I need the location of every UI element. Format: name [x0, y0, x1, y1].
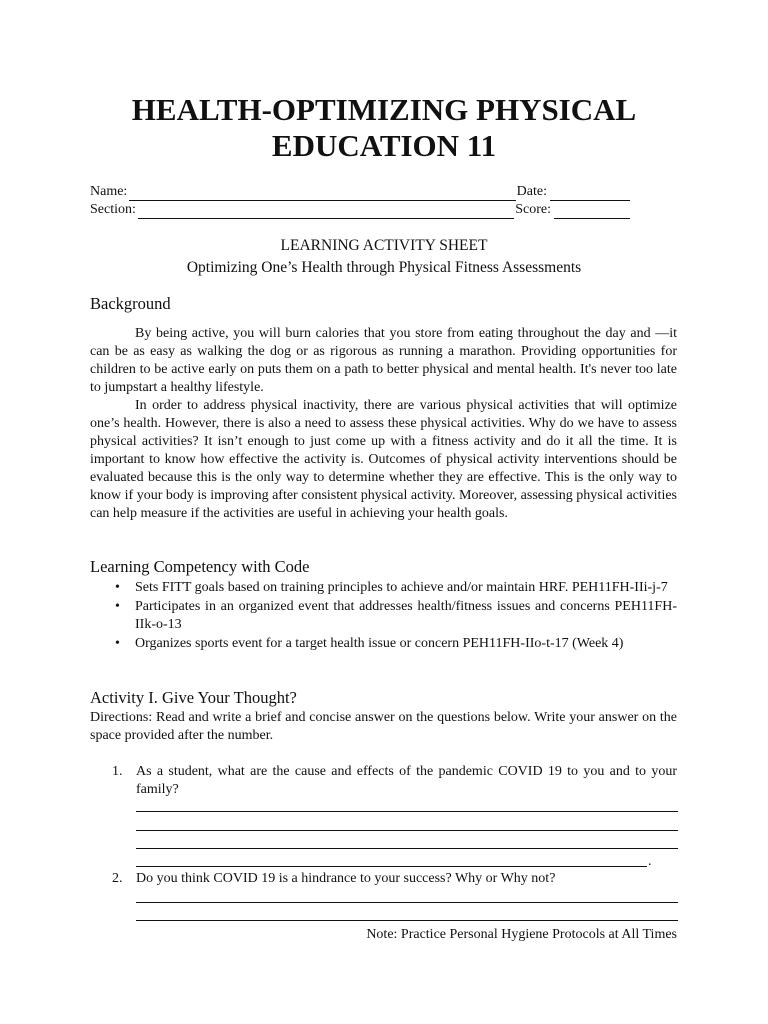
question-text: As a student, what are the cause and effects of the pandemic COVID 19 to you and to your family? — [136, 764, 677, 797]
score-field[interactable] — [554, 205, 630, 219]
name-label: Name: — [90, 184, 128, 199]
question-number: 2. — [112, 871, 123, 886]
answer-line[interactable] — [136, 866, 647, 867]
date-field[interactable] — [550, 187, 630, 201]
activity-heading: Activity I. Give Your Thought? — [90, 688, 297, 707]
page-title — [0, 92, 768, 164]
answer-line[interactable] — [136, 902, 678, 903]
question-text: Do you think COVID 19 is a hindrance to your success? Why or Why not? — [136, 871, 556, 886]
question-number: 1. — [112, 764, 123, 779]
background-heading: Background — [90, 294, 171, 313]
background-paragraph-2: In order to address physical inactivity, there are various physical activities that will optimize one’s health. However, there is also a need to assess these physical activities. Why do we have to assess physical activities? It isn’t enough to just come up with a fitness activity and do it all the time. It is important to know how effective the activity is. Outcomes of physical activity interventions should be evaluated because this is the only way to determine whether they are effective. This is the only way to know if your body is improving after consistent physical activity. Moreover, assessing physical activities can help measure if the activities are useful in achieving your health goals. — [90, 398, 677, 521]
section-field[interactable] — [138, 205, 514, 219]
date-label: Date: — [516, 184, 547, 199]
activity-directions: Directions: Read and write a brief and concise answer on the questions below. Write your answer on the space provided after the number. — [90, 710, 677, 743]
list-item: • Sets FITT goals based on training principles to achieve and/or maintain HRF. PEH11FH-IIi-j-7 — [113, 579, 677, 597]
name-date-row — [90, 183, 630, 201]
background-paragraph-1: By being active, you will burn calories that you store from eating throughout the day and —it can be as easy as walking the dog or as rigorous as running a marathon. Providing opportunities for children to be active early on puts them on a path to better physical and mental health. It's never too late to jumpstart a healthy lifestyle. — [90, 326, 677, 395]
answer-line[interactable] — [136, 830, 678, 831]
answer-line[interactable] — [136, 848, 678, 849]
answer-line[interactable] — [136, 920, 678, 921]
title-line-2: EDUCATION 11 — [271, 128, 497, 163]
section-label: Section: — [90, 202, 136, 217]
competency-heading: Learning Competency with Code — [90, 557, 310, 576]
list-item: • Organizes sports event for a target health issue or concern PEH11FH-IIo-t-17 (Week 4) — [113, 635, 677, 653]
answer-period: . — [648, 854, 652, 869]
list-item: • Participates in an organized event that addresses health/fitness issues and concerns PEH11FH-IIk-o-13 — [113, 598, 677, 634]
student-info — [90, 183, 630, 219]
answer-line[interactable] — [136, 811, 678, 812]
question-2 — [112, 870, 677, 888]
competency-list — [113, 579, 677, 654]
sheet-label: LEARNING ACTIVITY SHEET — [280, 237, 488, 254]
name-field[interactable] — [129, 187, 515, 201]
hygiene-note: Note: Practice Personal Hygiene Protocols at All Times — [366, 927, 677, 942]
score-label: Score: — [515, 202, 551, 217]
sheet-subtitle: Optimizing One’s Health through Physical Fitness Assessments — [186, 259, 582, 276]
section-score-row — [90, 201, 630, 219]
question-1 — [112, 763, 677, 799]
title-line-1: HEALTH-OPTIMIZING PHYSICAL — [131, 92, 637, 127]
